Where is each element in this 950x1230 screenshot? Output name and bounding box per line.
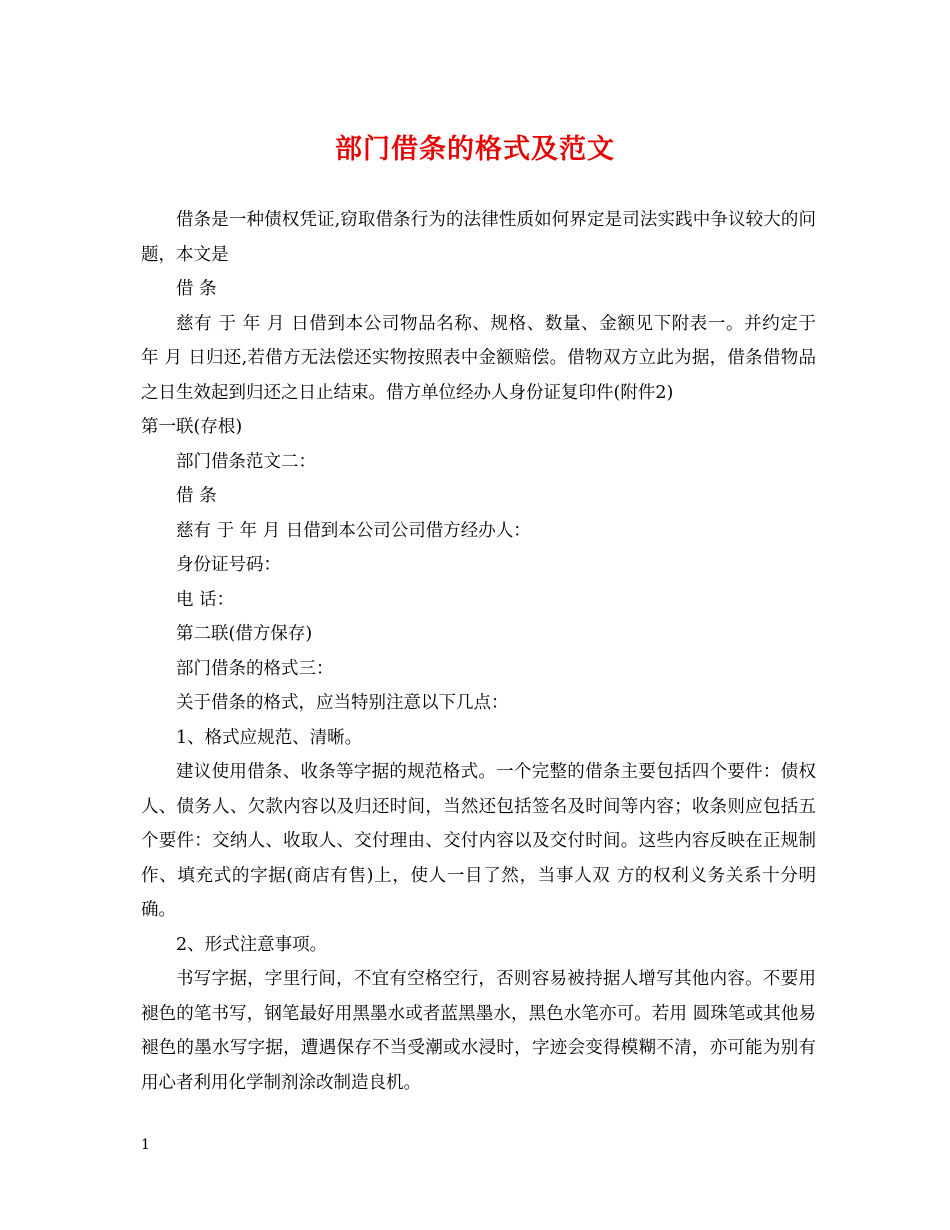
paragraph-sample-two-heading: 部门借条范文二： xyxy=(176,451,316,472)
paragraph-sample-two: 慈有 于 年 月 日借到本公司公司借方经办人： xyxy=(176,520,531,541)
paragraph-format-three-heading: 部门借条的格式三： xyxy=(176,658,334,679)
paragraph-heading-jietiao-2: 借 条 xyxy=(176,486,217,506)
paragraph-stub: 第一联(存根) xyxy=(141,417,243,437)
paragraph-heading-jietiao: 借 条 xyxy=(176,279,217,299)
paragraph-second-copy: 第二联(借方保存) xyxy=(176,624,313,644)
paragraph-sample-one: 慈有 于 年 月 日借到本公司物品名称、规格、数量、金额见下附表一。并约定于 年 月 日归还,若借方无法偿还实物按照表中金额赔偿。借物双方立此为据，借条借物品之日生效起到归还之日止结束。借方单位经办人身份证复印件(附件2) xyxy=(141,313,816,403)
paragraph-id-number: 身份证号码： xyxy=(176,555,281,575)
paragraph-point-one-detail: 建议使用借条、收条等字据的规范格式。一个完整的借条主要包括四个要件：债权人、债务人、欠款内容以及归还时间，当然还包括签名及时间等内容；收条则应包括五个要件：交纳人、收取人、交付理由、交付内容以及交付时间。这些内容反映在正规制作、填充式的字据(商店有售)上，使人一目了然，当事人双 方的权利义务关系十分明确。 xyxy=(141,762,816,920)
paragraph-intro: 借条是一种债权凭证,窃取借条行为的法律性质如何界定是司法实践中争议较大的问题，本文是 xyxy=(141,210,816,265)
paragraph-point-two: 2、形式注意事项。 xyxy=(176,934,328,955)
document-title: 部门借条的格式及范文 xyxy=(335,134,615,165)
document-body xyxy=(141,203,816,1100)
paragraph-point-one: 1、格式应规范、清晰。 xyxy=(176,727,363,748)
paragraph-format-notes: 关于借条的格式，应当特别注意以下几点： xyxy=(176,693,509,713)
paragraph-phone: 电 话： xyxy=(176,589,235,610)
page-number: 1 xyxy=(141,1137,150,1153)
paragraph-point-two-detail: 书写字据，字里行间，不宜有空格空行，否则容易被持据人增写其他内容。不要用褪色的笔书写，钢笔最好用黑墨水或者蓝黑墨水，黑色水笔亦可。若用 圆珠笔或其他易褪色的墨水写字据，遭遇保存不当受潮或水浸时，字迹会变得模糊不清，亦可能为别有用心者利用化学制剂涂改制造良机。 xyxy=(141,969,816,1093)
